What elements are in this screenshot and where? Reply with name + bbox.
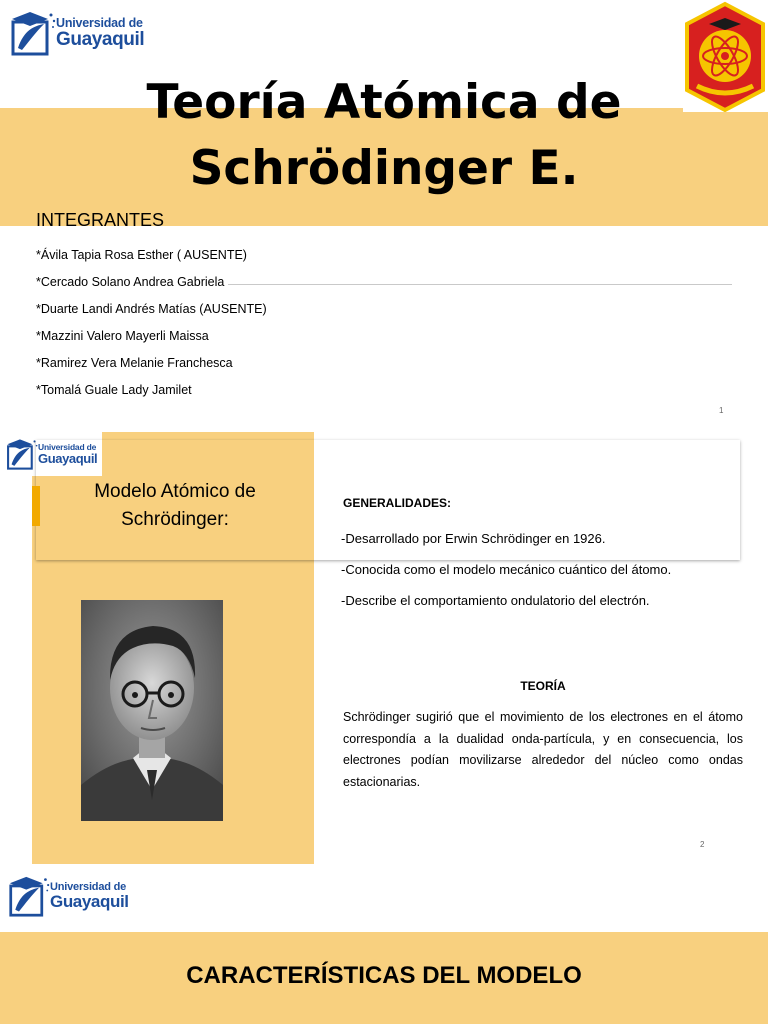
university-name-line1: Universidad de xyxy=(38,442,97,453)
university-logo xyxy=(0,0,150,66)
university-name-line2: Guayaquil xyxy=(56,28,145,50)
teoria-heading: TEORÍA xyxy=(520,679,566,693)
teoria-paragraph: Schrödinger sugirió que el movimiento de los electrones en el átomo correspondía a la dualidad onda-partícula, y en consecuencia, los electrones podían movilizarse alrededor del núcleo como ondas estacionarias. xyxy=(343,710,743,789)
page-number: 2 xyxy=(700,840,705,849)
generalidades-item: -Describe el comportamiento ondulatorio del electrón. xyxy=(341,593,650,608)
university-logo xyxy=(0,866,130,926)
accent-bar xyxy=(32,486,40,526)
members-list xyxy=(36,246,267,408)
member-item: *Ávila Tapia Rosa Esther ( AUSENTE) xyxy=(36,248,247,262)
title-line-1: Teoría Atómica de xyxy=(146,75,622,130)
university-name-line2: Guayaquil xyxy=(50,892,129,911)
member-item: *Tomalá Guale Lady Jamilet xyxy=(36,383,192,397)
generalidades-list xyxy=(341,530,671,623)
slide2-heading-line-2: Schrödinger: xyxy=(121,509,229,530)
slide2-heading-line-1: Modelo Atómico de xyxy=(94,481,256,502)
university-logo-icon xyxy=(6,438,38,470)
member-item: *Mazzini Valero Mayerli Maissa xyxy=(36,329,209,343)
slide3-title: CARACTERÍSTICAS DEL MODELO xyxy=(186,962,582,989)
slide2-heading xyxy=(48,478,302,534)
page-number: 1 xyxy=(719,406,724,415)
generalidades-item: -Conocida como el modelo mecánico cuántico del átomo. xyxy=(341,562,672,577)
slide1-title xyxy=(0,70,768,202)
member-item: *Duarte Landi Andrés Matías (AUSENTE) xyxy=(36,302,267,316)
divider-line xyxy=(228,284,732,285)
university-name-line1: Universidad de xyxy=(56,16,143,31)
generalidades-heading: GENERALIDADES: xyxy=(343,496,452,510)
university-logo-icon xyxy=(8,875,50,917)
generalidades-item: -Desarrollado por Erwin Schrödinger en 1926. xyxy=(341,531,606,546)
title-line-2: Schrödinger E. xyxy=(189,141,579,196)
members-heading: INTEGRANTES xyxy=(36,210,165,230)
university-logo-icon xyxy=(10,10,56,56)
schrodinger-portrait xyxy=(81,600,223,821)
university-name-line2: Guayaquil xyxy=(38,450,98,466)
member-item: *Cercado Solano Andrea Gabriela xyxy=(36,275,225,289)
university-name-line1: Universidad de xyxy=(50,881,127,893)
member-item: *Ramirez Vera Melanie Franchesca xyxy=(36,356,233,370)
